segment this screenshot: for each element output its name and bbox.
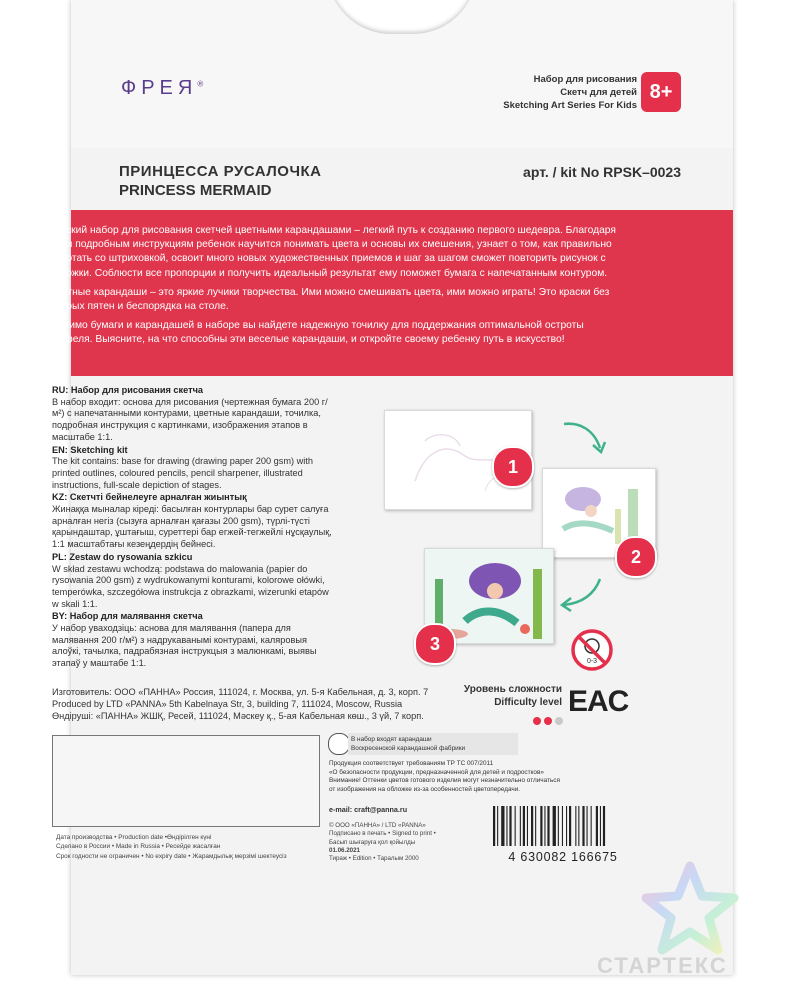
- eac-mark: EAC: [568, 685, 629, 718]
- barcode-bar: [582, 806, 584, 846]
- difficulty-dots: [533, 712, 566, 730]
- barcode-bar: [587, 806, 588, 846]
- barcode-bar: [575, 806, 576, 846]
- not-for-small-children-icon: [570, 628, 614, 672]
- barcode-bar: [578, 806, 579, 846]
- pencil-factory-note: В набор входят карандаши Воскресенской карандашной фабрики: [348, 733, 518, 755]
- watermark: СТАРТЕКС: [597, 953, 728, 978]
- series-label: Набор для рисования Скетч для детей Sketching Art Series For Kids: [503, 74, 637, 111]
- barcode-bar: [569, 806, 571, 846]
- arrow-1-icon: [560, 418, 610, 458]
- step-2-badge: 2: [615, 536, 657, 578]
- age-badge: 8+: [641, 72, 681, 112]
- barcode-bar: [591, 806, 592, 846]
- step-1-badge: 1: [492, 446, 534, 488]
- print-info: © ООО «ПАННА» / LTD «PANNA» Подписано в печать • Signed to print • Басып шығаруға қол қойылды 01.06.2021 Тираж • Edition • Таралым 2000: [329, 822, 436, 863]
- contact-email: e-mail: craft@panna.ru: [329, 805, 408, 814]
- barcode-number: 4 630082 166675: [508, 850, 618, 864]
- difficulty-dot: [544, 717, 552, 725]
- barcode-bar: [506, 806, 507, 846]
- pencil-factory-logo-icon: [328, 733, 350, 755]
- kit-number: арт. / kit No RPSK–0023: [523, 164, 681, 180]
- barcode-bar: [531, 806, 533, 846]
- barcode-bar: [603, 806, 605, 846]
- brand-logo: ФРЕЯ®: [121, 77, 204, 99]
- difficulty-dot: [555, 717, 563, 725]
- product-title-en: PRINCESS MERMAID: [119, 182, 272, 199]
- barcode-bar: [544, 806, 545, 846]
- age-warning-label: 0-3: [586, 658, 598, 665]
- barcode-bar: [527, 806, 528, 846]
- barcode-bar: [535, 806, 536, 846]
- difficulty-label: Уровень сложности Difficulty level: [463, 684, 562, 708]
- star-logo-icon: [640, 860, 740, 956]
- barcode-bar: [497, 806, 498, 846]
- barcode-bar: [523, 806, 525, 846]
- difficulty-dot: [533, 717, 541, 725]
- product-title-ru: ПРИНЦЕССА РУСАЛОЧКА: [119, 163, 322, 180]
- barcode: [491, 806, 631, 846]
- barcode-bar: [562, 806, 563, 846]
- date-info: Дата производства • Production date •Өндірілген күні Сделано в России • Made in Russia • Ресейде жасалған Срок годности не ограничен • No expiry date • Жарамдылық мерзімі шектеусіз: [56, 834, 287, 860]
- compliance-info: Продукция соответствует требованиям ТР ТС 007/2011 «О безопасности продукции, предназначенной для детей и подростков» Внимание! Оттенки цветов готового изделия могут незначительно отличаться от изображения на обложке из-за особенностей цветопередачи.: [329, 760, 560, 793]
- barcode-bar: [553, 806, 556, 846]
- step-3-badge: 3: [414, 623, 456, 665]
- barcode-bar: [515, 806, 516, 846]
- manufacturer-info: Изготовитель: ООО «ПАННА» Россия, 111024, г. Москва, ул. 5-я Кабельная, д. 3, корп. 7 Produced by LTD «PANNA» 5th Kabelnaya Str, 3, building 7, 111024, Moscow, Russia Өндіруші: «ПАННА» ЖШҚ, Ресей, 111024, Мәскеу қ., 5-ая Кабельная көш., 3 үй, 7 корп.: [52, 687, 429, 721]
- barcode-bar: [600, 806, 601, 846]
- barcode-bar: [566, 806, 567, 846]
- promo-text: Детский набор для рисования скетчей цветными карандашами – легкий путь к созданию первого шедевра. Благодаря двум подробным инструкциям ребенок научится понимать цвета и основы их смешения, узнает о том, как правильно работать со штриховкой, освоит много новых художественных приемов и шаг за шагом сможет повторить рисунок с обложки. Соблюсти все пропорции и получить идеальный результат ему поможет бумага с напечатанным контуром. Цветные карандаши – это яркие лучики творчества. Ими можно смешивать цвета, ими можно играть! Это краски без мокрых пятен и беспорядка на столе. Помимо бумаги и карандашей в наборе вы найдете надежную точилку для поддержания оптимальной остроты грифеля. Выясните, на что способны эти веселые карандаши, и откройте своему ребенку путь в искусство!: [49, 225, 616, 346]
- barcode-bar: [596, 806, 598, 846]
- barcode-bar: [520, 806, 521, 846]
- barcode-bar: [558, 806, 559, 846]
- barcode-bar: [540, 806, 542, 846]
- barcode-bar: [509, 806, 511, 846]
- production-date-box: [52, 735, 320, 827]
- kit-contents: RU: Набор для рисования скетча В набор входит: основа для рисования (чертежная бумага 200 г/м²) с напечатанными контурами, цветные карандаши, точилка, подробная инструкция с картинками, изображения этапов в масштабе 1:1. EN: Sketching kit The kit contains: base for drawing (drawing paper 200 gsm) with printed outlines, coloured pencils, pencil sharpener, illustrated instructions, full-scale depiction of stages. KZ: Скетчті бейнелеуге арналған жиынтық Жинаққа мыналар кіреді: басылған контурлары бар сурет салуға арналған негіз (сызуға арналған қағазы 200 gsm), түрлі-түсті қарындаштар, ұштағыш, суреттері бар егжей-тегжейлі нұсқаулық, 1:1 масштабтағы кезеңдердің бейнесі. PL: Zestaw do rysowania szkicu W skład zestawu wchodzą: podstawa do malowania (papier do rysowania 200 gsm) z wydrukowanymi konturami, kolorowe ołówki, temperówka, szczegółowa instrukcja z obrazkami, wizerunki etapów w skali 1:1. BY: Набор для малявання скетча У набор уваходзіць: аснова для малявання (папера для малявання 200 г/м²) з надрукаванымі контурамі, каляровыя алоўкі, тачылка, падрабязная інструкцыя з малюнкамі, выявы этапаў у маштабе 1:1.: [52, 385, 332, 669]
- barcode-bar: [501, 806, 504, 846]
- barcode-bar: [547, 806, 549, 846]
- arrow-2-icon: [556, 573, 606, 613]
- barcode-bar: [493, 806, 495, 846]
